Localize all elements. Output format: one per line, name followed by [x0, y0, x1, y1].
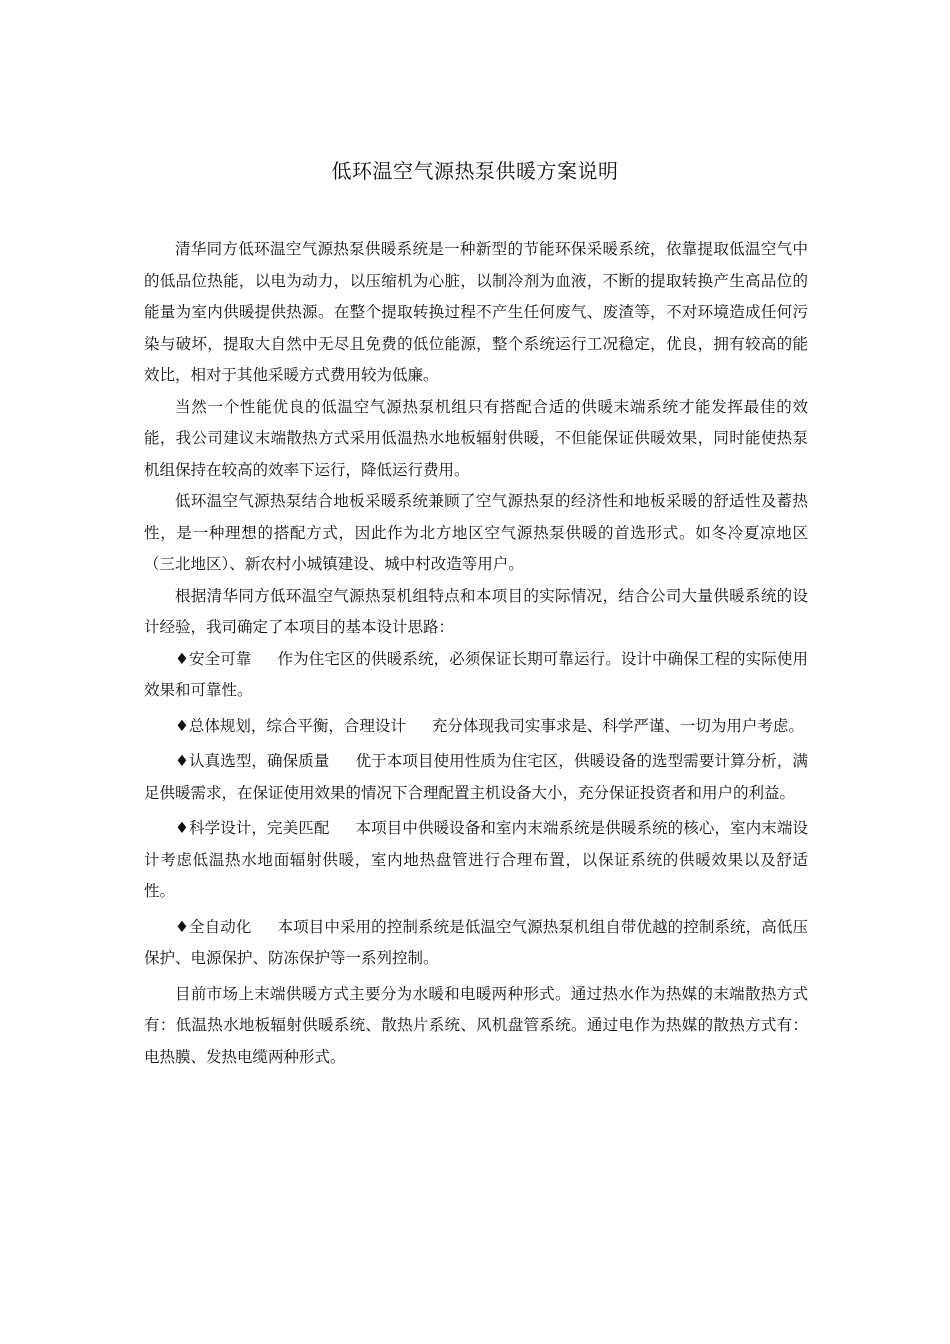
- paragraph-terminal-system: 当然一个性能优良的低温空气源热泵机组只有搭配合适的供暖末端系统才能发挥最佳的效能，我公司建议末端散热方式采用低温热水地板辐射供暖，不但能保证供暖效果，同时能使热泵机组保持在较高的效率下运行，降低运行费用。: [144, 397, 808, 479]
- bullet-text: 作为住宅区的供暖系统，必须保证长期可靠运行。设计中确保工程的实际使用效果和可靠性。: [144, 649, 808, 699]
- bullet-heading: ♦科学设计，完美匹配: [175, 819, 330, 837]
- bullet-heading: ♦安全可靠: [175, 649, 252, 668]
- bullet-text: 优于本项目使用性质为住宅区，供暖设备的选型需要计算分析，满足供暖需求，在保证使用效果的情况下合理配置主机设备大小，充分保证投资者和用户的利益。: [144, 752, 808, 802]
- bullet-item: [144, 746, 808, 809]
- bullet-item: [144, 912, 808, 975]
- bullet-text: 本项目中采用的控制系统是低温空气源热泵机组自带优越的控制系统，高低压保护、电源保护、防冻保护等一系列控制。: [144, 917, 808, 967]
- paragraph-closing: 目前市场上末端供暖方式主要分为水暖和电暖两种形式。通过热水作为热媒的末端散热方式有：低温热水地板辐射供暖系统、散热片系统、风机盘管系统。通过电作为热媒的散热方式有：电热膜、发热电缆两种形式。: [144, 984, 808, 1066]
- bullet-text: 本项目中供暖设备和室内末端系统是供暖系统的核心，室内末端设计考虑低温热水地面辐射供暖，室内地热盘管进行合理布置，以保证系统的供暖效果以及舒适性。: [144, 819, 808, 900]
- document-body: [144, 234, 808, 1073]
- paragraph-design-approach: 根据清华同方低环温空气源热泵机组特点和本项目的实际情况，结合公司大量供暖系统的设计经验，我司确定了本项目的基本设计思路：: [144, 586, 808, 636]
- bullet-text: 充分体现我司实事求是、科学严谨、一切为用户考虑。: [431, 716, 804, 735]
- document-title: 低环温空气源热泵供暖方案说明: [331, 159, 619, 183]
- paragraph-floor-heating: 低环温空气源热泵结合地板采暖系统兼顾了空气源热泵的经济性和地板采暖的舒适性及蓄热性，是一种理想的搭配方式，因此作为北方地区空气源热泵供暖的首选形式。如冬冷夏凉地区（三北地区）、新农村小城镇建设、城中村改造等用户。: [144, 492, 808, 573]
- bullet-heading: ♦认真选型，确保质量: [175, 752, 330, 770]
- bullet-heading: ♦总体规划，综合平衡，合理设计: [175, 716, 406, 735]
- bullet-item: [144, 644, 808, 707]
- bullet-item: [144, 813, 808, 908]
- bullet-heading: ♦全自动化: [175, 917, 252, 936]
- bullet-item: [144, 711, 808, 743]
- paragraph-intro: 清华同方低环温空气源热泵供暖系统是一种新型的节能环保采暖系统，依靠提取低温空气中的低品位热能，以电为动力，以压缩机为心脏，以制冷剂为血液，不断的提取转换产生高品位的能量为室内供暖提供热源。在整个提取转换过程不产生任何废气、废渣等，不对环境造成任何污染与破坏，提取大自然中无尽且免费的低位能源，整个系统运行工况稳定，优良，拥有较高的能效比，相对于其他采暖方式费用较为低廉。: [144, 240, 808, 384]
